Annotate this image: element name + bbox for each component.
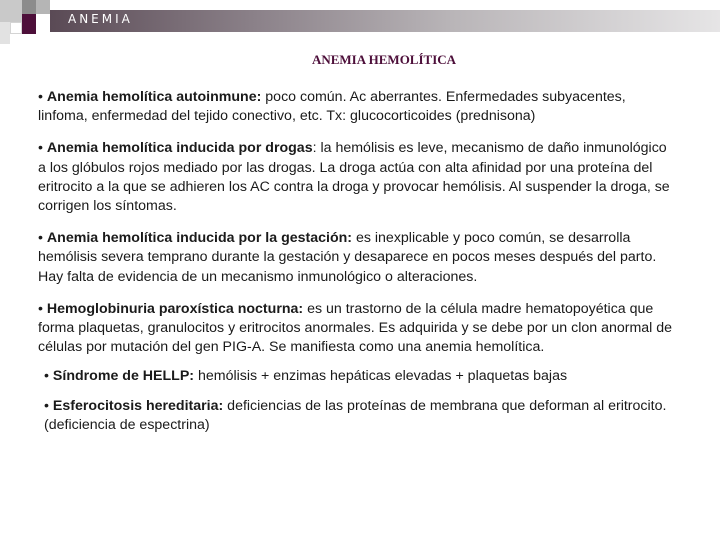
item-term: Hemoglobinuria paroxística nocturna: <box>46 300 304 317</box>
header-bar <box>50 10 720 32</box>
bullet-glyph: • <box>44 397 49 414</box>
list-item <box>38 367 678 386</box>
bullet-glyph: • <box>38 230 43 247</box>
bullet-list <box>38 88 678 448</box>
bullet-glyph: • <box>38 89 43 105</box>
item-text: : la hemólisis es leve, mecanismo de daño inmunológico a los glóbulos rojos mediado por las drogas. La droga actúa con alta afinidad por una proteína del eritrocito a la que se adhieren los AC contra la droga y provocar hemólisis. Al suspender la droga, se corrigen los síntomas. <box>38 140 670 215</box>
item-text: hemólisis + enzimas hepáticas elevadas + plaquetas bajas <box>194 368 568 385</box>
list-item <box>38 88 678 126</box>
bullet-glyph: • <box>38 300 43 317</box>
item-term: Síndrome de HELLP: <box>52 368 195 385</box>
item-term: Anemia hemolítica inducida por drogas <box>46 140 313 157</box>
header-decor-square <box>0 22 10 44</box>
list-item <box>38 397 678 435</box>
header-decor-square <box>22 14 36 34</box>
item-term: Anemia hemolítica autoinmune: <box>46 89 262 105</box>
item-text: es un trastorno de la célula madre hematopoyética que forma plaquetas, granulocitos y eritrocitos anormales. Es adquirida y se debe por un clon anormal de células por mutación del gen PIG-A. Se manifiesta como una anemia hemolítica. <box>38 300 673 356</box>
slide-title <box>0 52 720 68</box>
item-text: es inexplicable y poco común, se desarrolla hemólisis severa temprano durante la gestación y desaparece en pocos meses después del parto. Hay falta de evidencia de un mecanismo inmunológico o alteraciones. <box>38 230 657 285</box>
item-term: Anemia hemolítica inducida por la gestación: <box>46 230 353 247</box>
header-decor-square <box>36 0 50 14</box>
item-text: deficiencias de las proteínas de membrana que deforman al eritrocito. (deficiencia de espectrina) <box>44 397 667 433</box>
header-decor-square <box>10 22 22 34</box>
header-decor-square <box>36 14 50 20</box>
list-item <box>38 300 678 358</box>
header-decor-square <box>22 0 36 14</box>
header-title: ANEMIA <box>68 12 133 26</box>
header-decor-square <box>0 0 22 22</box>
slide-title-text: ANEMIA HEMOLÍTICA <box>311 52 457 67</box>
bullet-glyph: • <box>38 140 43 157</box>
list-item <box>38 229 678 287</box>
item-text: poco común. Ac aberrantes. Enfermedades subyacentes, linfoma, enfermedad del tejido conectivo, etc. Tx: glucocorticoides (prednisona) <box>38 89 626 125</box>
item-term: Esferocitosis hereditaria: <box>52 397 224 414</box>
list-item <box>38 139 678 216</box>
bullet-glyph: • <box>44 368 49 385</box>
